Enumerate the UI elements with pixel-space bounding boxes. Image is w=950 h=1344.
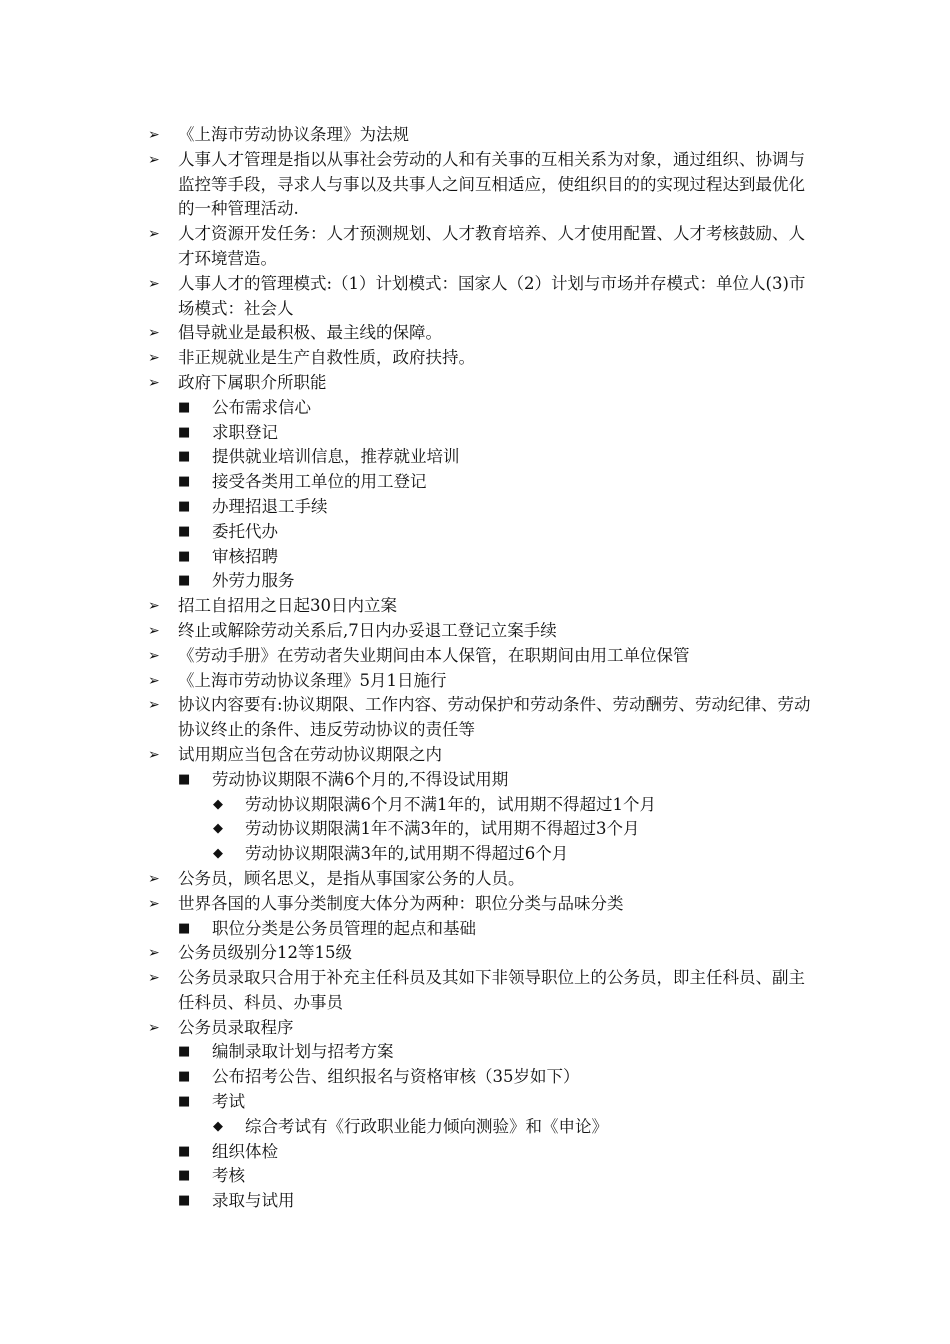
list-item-level-2 xyxy=(148,768,813,793)
arrow-bullet-icon: ➢ xyxy=(148,647,160,664)
square-bullet-icon: ■ xyxy=(178,1193,191,1209)
list-item-level-1 xyxy=(148,619,813,644)
square-bullet-icon: ■ xyxy=(178,498,191,514)
arrow-bullet-icon: ➢ xyxy=(148,275,160,292)
arrow-bullet-icon: ➢ xyxy=(148,672,160,689)
arrow-bullet-icon: ➢ xyxy=(148,746,160,763)
square-bullet-icon: ■ xyxy=(178,573,191,589)
list-item-text: 招工自招用之日起30日内立案 xyxy=(178,596,397,616)
list-item-text: 公布招考公告、组织报名与资格审核（35岁如下） xyxy=(212,1067,580,1087)
list-item-level-2 xyxy=(148,1189,813,1214)
list-item-level-3 xyxy=(148,842,813,867)
square-bullet-icon: ■ xyxy=(178,1094,191,1110)
list-item-level-3 xyxy=(148,817,813,842)
list-item-level-2 xyxy=(148,1065,813,1090)
list-item-text: 考核 xyxy=(212,1166,245,1186)
list-item-level-2 xyxy=(148,470,813,495)
list-item-text: 录取与试用 xyxy=(212,1191,295,1211)
list-item-text: 委托代办 xyxy=(212,521,278,541)
square-bullet-icon: ■ xyxy=(178,523,191,539)
list-item-level-1 xyxy=(148,222,813,272)
list-item-level-2 xyxy=(148,396,813,421)
list-item-level-1 xyxy=(148,272,813,322)
list-item-level-2 xyxy=(148,545,813,570)
arrow-bullet-icon: ➢ xyxy=(148,350,160,367)
diamond-bullet-icon: ◆ xyxy=(213,796,223,812)
list-item-level-2 xyxy=(148,1164,813,1189)
list-item-level-1 xyxy=(148,892,813,917)
square-bullet-icon: ■ xyxy=(178,424,191,440)
list-item-level-3 xyxy=(148,793,813,818)
list-item-text: 终止或解除劳动关系后,7日内办妥退工登记立案手续 xyxy=(178,620,557,640)
square-bullet-icon: ■ xyxy=(178,920,191,936)
list-item-text: 综合考试有《行政职业能力倾向测验》和《申论》 xyxy=(245,1116,608,1136)
list-item-text: 办理招退工手续 xyxy=(212,496,328,516)
arrow-bullet-icon: ➢ xyxy=(148,945,160,962)
list-item-text: 劳动协议期限满1年不满3年的，试用期不得超过3个月 xyxy=(245,819,640,839)
list-item-text: 劳动协议期限不满6个月的,不得设试用期 xyxy=(212,769,509,789)
list-item-level-1 xyxy=(148,743,813,768)
square-bullet-icon: ■ xyxy=(178,771,191,787)
list-item-level-2 xyxy=(148,445,813,470)
diamond-bullet-icon: ◆ xyxy=(213,846,223,862)
list-item-text: 《上海市劳动协议条理》为法规 xyxy=(178,125,409,144)
list-item-level-1 xyxy=(148,371,813,396)
square-bullet-icon: ■ xyxy=(178,548,191,564)
list-item-text: 协议内容要有:协议期限、工作内容、劳动保护和劳动条件、劳动酬劳、劳动纪律、劳动协议终止的条件、违反劳动协议的责任等 xyxy=(178,695,811,740)
square-bullet-icon: ■ xyxy=(178,1044,191,1060)
list-item-level-1 xyxy=(148,941,813,966)
list-item-level-1 xyxy=(148,693,813,743)
list-item-text: 公务员级别分12等15级 xyxy=(178,943,352,963)
list-item-level-3 xyxy=(148,1115,813,1140)
arrow-bullet-icon: ➢ xyxy=(148,870,160,887)
arrow-bullet-icon: ➢ xyxy=(148,697,160,714)
list-item-level-2 xyxy=(148,1040,813,1065)
arrow-bullet-icon: ➢ xyxy=(148,622,160,639)
diamond-bullet-icon: ◆ xyxy=(213,821,223,837)
arrow-bullet-icon: ➢ xyxy=(148,598,160,615)
square-bullet-icon: ■ xyxy=(178,1069,191,1085)
arrow-bullet-icon: ➢ xyxy=(148,970,160,987)
list-item-text: 编制录取计划与招考方案 xyxy=(212,1042,394,1062)
list-item-text: 考试 xyxy=(212,1092,245,1112)
list-item-level-2 xyxy=(148,917,813,942)
square-bullet-icon: ■ xyxy=(178,449,191,465)
list-item-text: 提供就业培训信息，推荐就业培训 xyxy=(212,447,460,467)
list-item-level-1 xyxy=(148,867,813,892)
list-item-text: 审核招聘 xyxy=(212,546,278,566)
list-item-level-2 xyxy=(148,569,813,594)
list-item-level-2 xyxy=(148,1140,813,1165)
arrow-bullet-icon: ➢ xyxy=(148,895,160,912)
arrow-bullet-icon: ➢ xyxy=(148,127,160,143)
list-item-text: 非正规就业是生产自救性质，政府扶持。 xyxy=(178,348,475,368)
arrow-bullet-icon: ➢ xyxy=(148,374,160,391)
list-item-text: 公务员录取程序 xyxy=(178,1017,294,1037)
list-item-level-2 xyxy=(148,520,813,545)
arrow-bullet-icon: ➢ xyxy=(148,325,160,342)
list-item-text: 试用期应当包含在劳动协议期限之内 xyxy=(178,744,442,764)
list-item-level-1 xyxy=(148,644,813,669)
list-item-level-1 xyxy=(148,321,813,346)
list-item-level-1 xyxy=(148,148,813,222)
square-bullet-icon: ■ xyxy=(178,1168,191,1184)
arrow-bullet-icon: ➢ xyxy=(148,226,160,243)
list-item-level-2 xyxy=(148,1090,813,1115)
bullet-list xyxy=(148,123,813,1214)
list-item-text: 劳动协议期限满6个月不满1年的，试用期不得超过1个月 xyxy=(245,794,656,814)
list-item-text: 公布需求信心 xyxy=(212,397,311,417)
list-item-text: 接受各类用工单位的用工登记 xyxy=(212,472,427,492)
list-item-text: 人才资源开发任务：人才预测规划、人才教育培养、人才使用配置、人才考核鼓励、人才环境营造。 xyxy=(178,224,805,268)
list-item-text: 公务员，顾名思义，是指从事国家公务的人员。 xyxy=(178,868,525,888)
list-item-level-2 xyxy=(148,495,813,520)
arrow-bullet-icon: ➢ xyxy=(148,1019,160,1036)
square-bullet-icon: ■ xyxy=(178,399,191,415)
list-item-level-1 xyxy=(148,594,813,619)
square-bullet-icon: ■ xyxy=(178,474,191,490)
list-item-text: 职位分类是公务员管理的起点和基础 xyxy=(212,918,476,938)
list-item-text: 外劳力服务 xyxy=(212,571,295,591)
list-item-level-1 xyxy=(148,669,813,694)
list-item-text: 劳动协议期限满3年的,试用期不得超过6个月 xyxy=(245,844,569,864)
list-item-text: 政府下属职介所职能 xyxy=(178,372,327,392)
list-item-level-2 xyxy=(148,421,813,446)
diamond-bullet-icon: ◆ xyxy=(213,1118,223,1134)
list-item-text: 《劳动手册》在劳动者失业期间由本人保管，在职期间由用工单位保管 xyxy=(178,645,690,665)
list-item-level-1 xyxy=(148,1016,813,1041)
list-item-level-1 xyxy=(148,123,813,148)
arrow-bullet-icon: ➢ xyxy=(148,151,160,168)
list-item-text: 人事人才管理是指以从事社会劳动的人和有关事的互相关系为对象，通过组织、协调与监控等手段，寻求人与事以及共事人之间互相适应，使组织目的的实现过程达到最优化的一种管理活动. xyxy=(178,149,805,219)
list-item-text: 组织体检 xyxy=(212,1141,278,1161)
list-item-text: 《上海市劳动协议条理》5月1日施行 xyxy=(178,670,447,690)
list-item-text: 人事人才的管理模式:（1）计划模式：国家人（2）计划与市场并存模式：单位人(3)市场模式：社会人 xyxy=(178,273,806,318)
list-item-level-1 xyxy=(148,966,813,1016)
square-bullet-icon: ■ xyxy=(178,1143,191,1159)
list-item-text: 世界各国的人事分类制度大体分为两种：职位分类与品味分类 xyxy=(178,893,624,913)
list-item-text: 求职登记 xyxy=(212,422,278,442)
list-item-text: 倡导就业是最积极、最主线的保障。 xyxy=(178,323,442,343)
list-item-level-1 xyxy=(148,346,813,371)
list-item-text: 公务员录取只合用于补充主任科员及其如下非领导职位上的公务员，即主任科员、副主任科员、科员、办事员 xyxy=(178,968,805,1012)
